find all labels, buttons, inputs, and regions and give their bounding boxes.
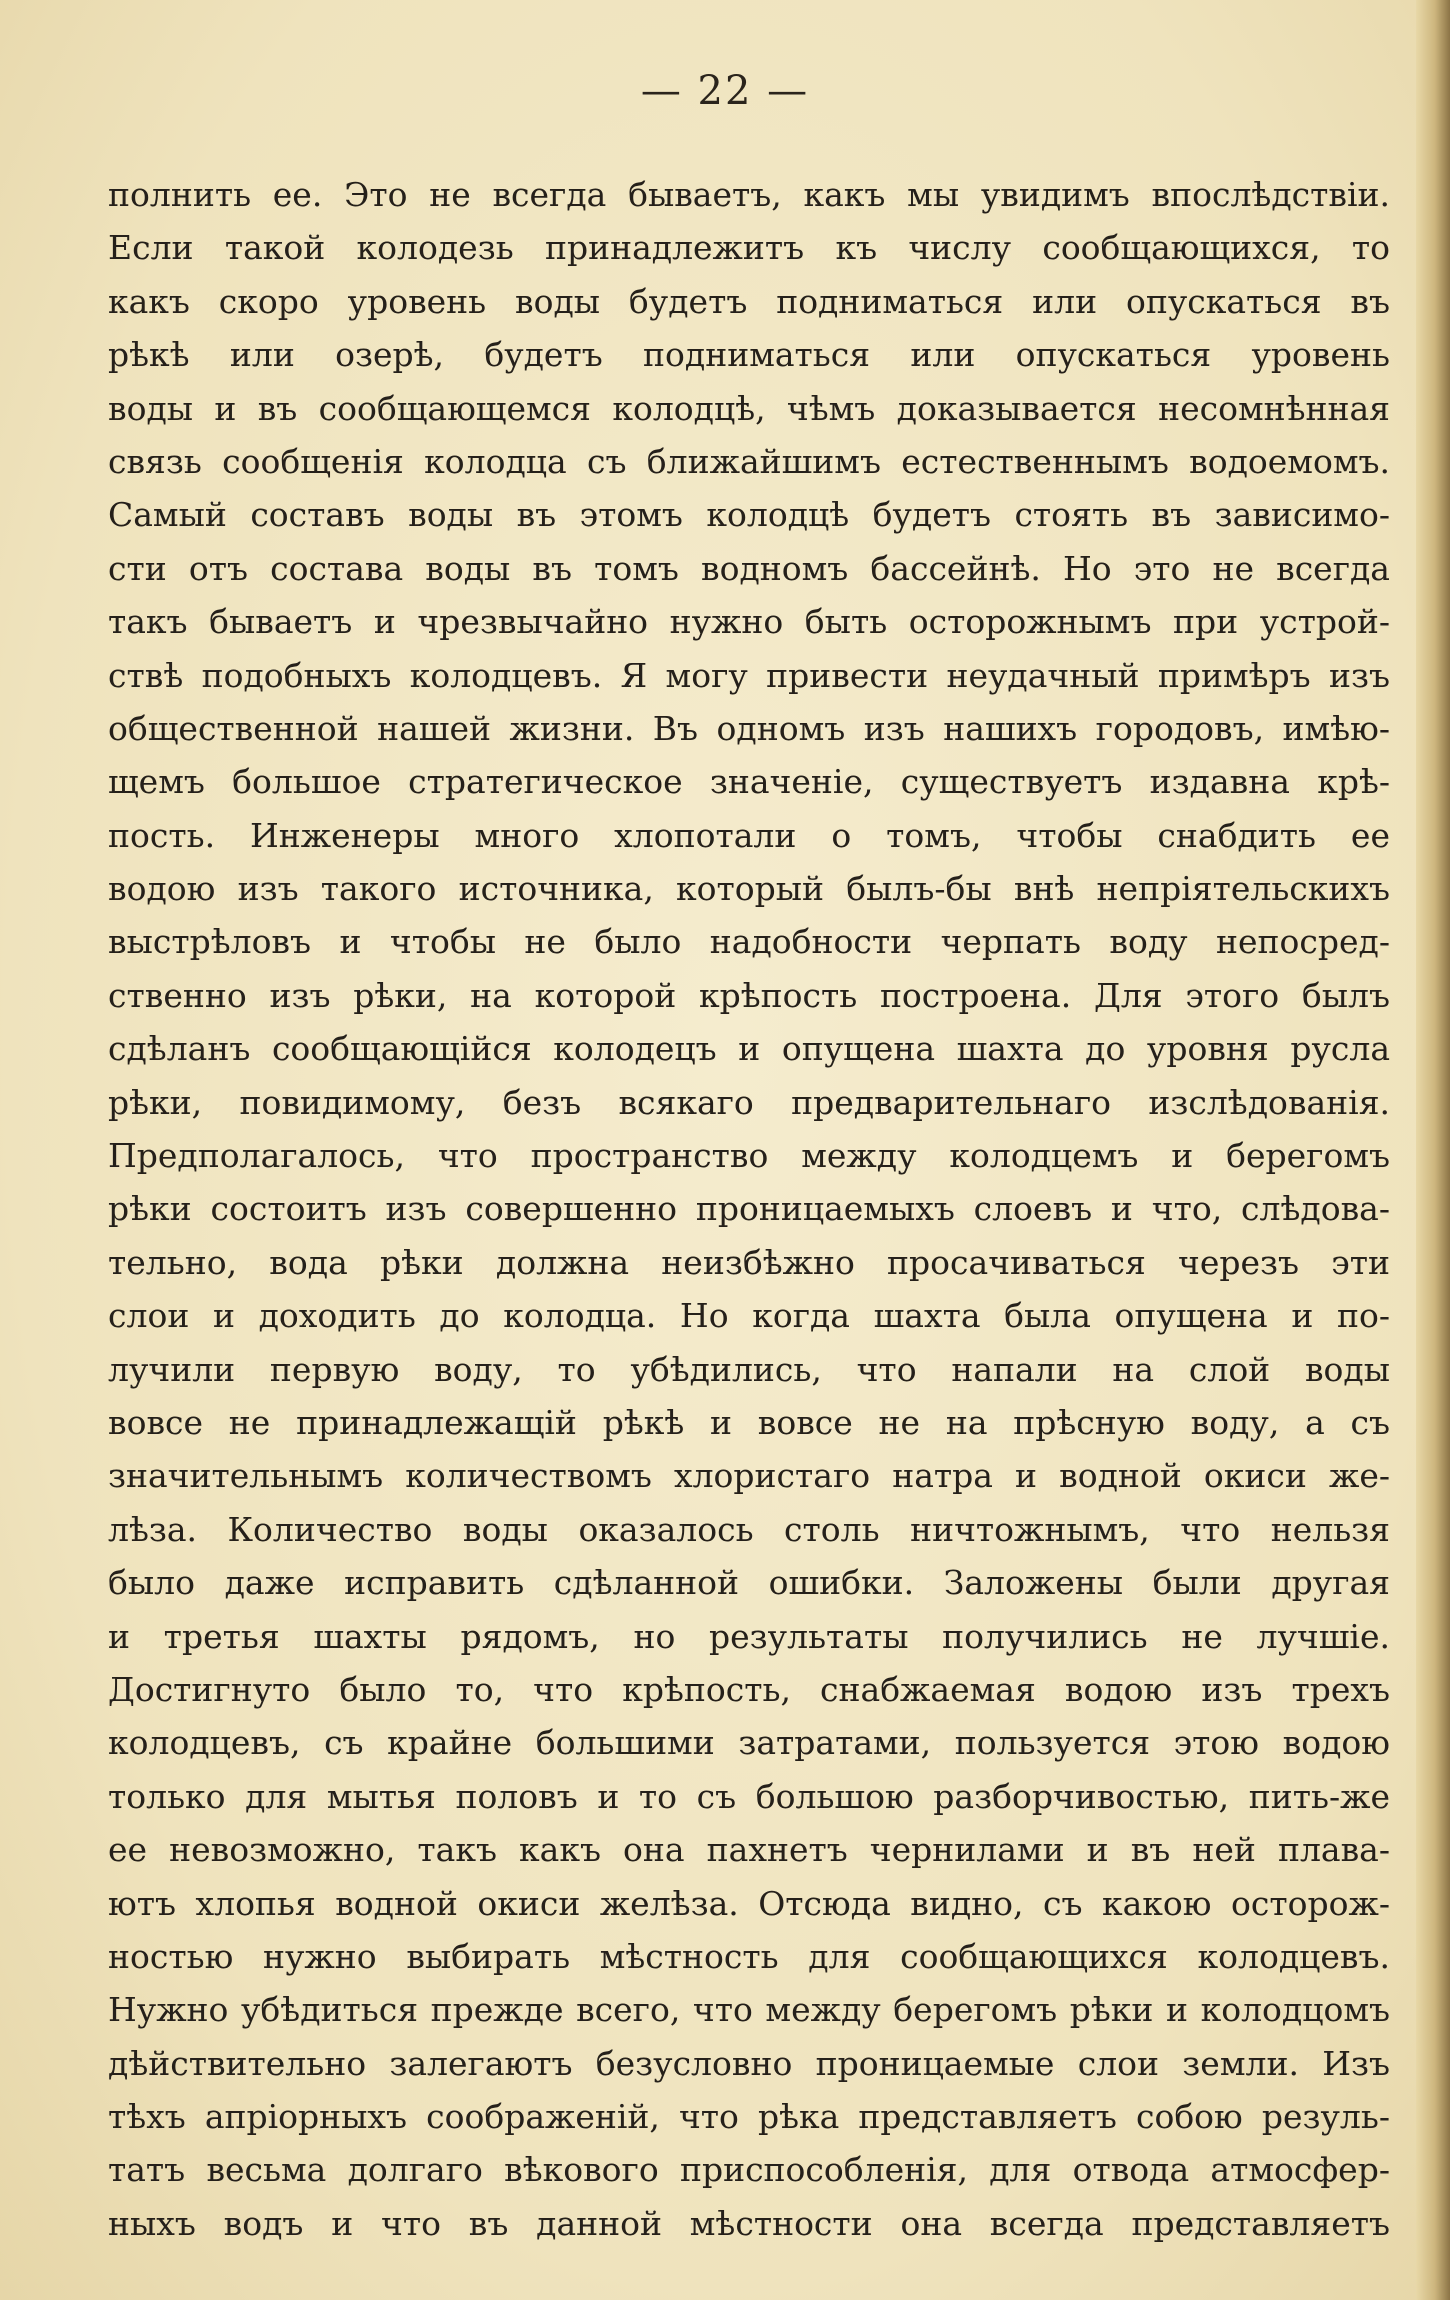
text-line: ствѣ подобныхъ колодцевъ. Я могу привести неудачный примѣръ изъ	[108, 655, 1390, 695]
text-line: татъ весьма долгаго вѣкового приспособленія, для отвода атмосфер-	[108, 2150, 1390, 2190]
text-line: рѣки, повидимому, безъ всякаго предварительнаго изслѣдованія.	[108, 1082, 1390, 1122]
page-edge	[1416, 0, 1450, 2300]
page-number: — 22 —	[640, 68, 810, 114]
text-line: значительнымъ количествомъ хлористаго натра и водной окиси же-	[108, 1456, 1390, 1496]
text-line: пость. Инженеры много хлопотали о томъ, чтобы снабдить ее	[108, 815, 1390, 855]
text-line: слои и доходить до колодца. Но когда шахта была опущена и по-	[108, 1296, 1390, 1336]
text-line: Если такой колодезь принадлежитъ къ числу сообщающихся, то	[108, 228, 1390, 268]
text-line: лѣза. Количество воды оказалось столь ничтожнымъ, что нельзя	[108, 1509, 1390, 1549]
text-line: такъ бываетъ и чрезвычайно нужно быть осторожнымъ при устрой-	[108, 602, 1390, 642]
text-line: только для мытья половъ и то съ большою разборчивостью, пить-же	[108, 1776, 1390, 1816]
text-line: Предполагалось, что пространство между колодцемъ и берегомъ	[108, 1136, 1390, 1176]
text-line: Нужно убѣдиться прежде всего, что между берегомъ рѣки и колодцомъ	[108, 1990, 1390, 2030]
text-line: водою изъ такого источника, который былъ-бы внѣ непріятельскихъ	[108, 869, 1390, 909]
text-line: полнить ее. Это не всегда бываетъ, какъ мы увидимъ впослѣдствіи.	[108, 175, 1390, 214]
text-line: вовсе не принадлежащій рѣкѣ и вовсе не на прѣсную воду, а съ	[108, 1402, 1390, 1442]
text-line: какъ скоро уровень воды будетъ подниматься или опускаться въ	[108, 281, 1390, 321]
text-line: сти отъ состава воды въ томъ водномъ бассейнѣ. Но это не всегда	[108, 548, 1390, 588]
text-line: общественной нашей жизни. Въ одномъ изъ нашихъ городовъ, имѣю-	[108, 708, 1390, 748]
text-line: лучили первую воду, то убѣдились, что напали на слой воды	[108, 1349, 1390, 1389]
text-line: тѣхъ апріорныхъ соображеній, что рѣка представляетъ собою резуль-	[108, 2097, 1390, 2137]
text-line: ныхъ водъ и что въ данной мѣстности она всегда представляетъ	[108, 2203, 1390, 2243]
text-line: выстрѣловъ и чтобы не было надобности черпать воду непосред-	[108, 922, 1390, 962]
text-line: колодцевъ, съ крайне большими затратами, пользуется этою водою	[108, 1723, 1390, 1763]
text-line: ственно изъ рѣки, на которой крѣпость построена. Для этого былъ	[108, 975, 1390, 1015]
text-line: связь сообщенія колодца съ ближайшимъ естественнымъ водоемомъ.	[108, 441, 1390, 481]
text-line: ностью нужно выбирать мѣстность для сообщающихся колодцевъ.	[108, 1936, 1390, 1976]
text-line: ютъ хлопья водной окиси желѣза. Отсюда видно, съ какою осторож-	[108, 1883, 1390, 1923]
text-line: Самый составъ воды въ этомъ колодцѣ будетъ стоять въ зависимо-	[108, 495, 1390, 535]
text-line: и третья шахты рядомъ, но результаты получились не лучшіе.	[108, 1616, 1390, 1656]
text-line: дѣйствительно залегаютъ безусловно проницаемые слои земли. Изъ	[108, 2043, 1390, 2083]
text-line: тельно, вода рѣки должна неизбѣжно просачиваться черезъ эти	[108, 1242, 1390, 1282]
text-line: рѣкѣ или озерѣ, будетъ подниматься или опускаться уровень	[108, 335, 1390, 375]
text-line: рѣки состоитъ изъ совершенно проницаемыхъ слоевъ и что, слѣдова-	[108, 1189, 1390, 1229]
text-line: было даже исправить сдѣланной ошибки. Заложены были другая	[108, 1563, 1390, 1603]
text-line: Достигнуто было то, что крѣпость, снабжаемая водою изъ трехъ	[108, 1669, 1390, 1709]
text-line: ее невозможно, такъ какъ она пахнетъ чернилами и въ ней плава-	[108, 1830, 1390, 1870]
body-text	[108, 168, 1390, 2250]
text-line: воды и въ сообщающемся колодцѣ, чѣмъ доказывается несомнѣнная	[108, 388, 1390, 428]
text-line: сдѣланъ сообщающійся колодецъ и опущена шахта до уровня русла	[108, 1029, 1390, 1069]
text-line: щемъ большое стратегическое значеніе, существуетъ издавна крѣ-	[108, 762, 1390, 802]
